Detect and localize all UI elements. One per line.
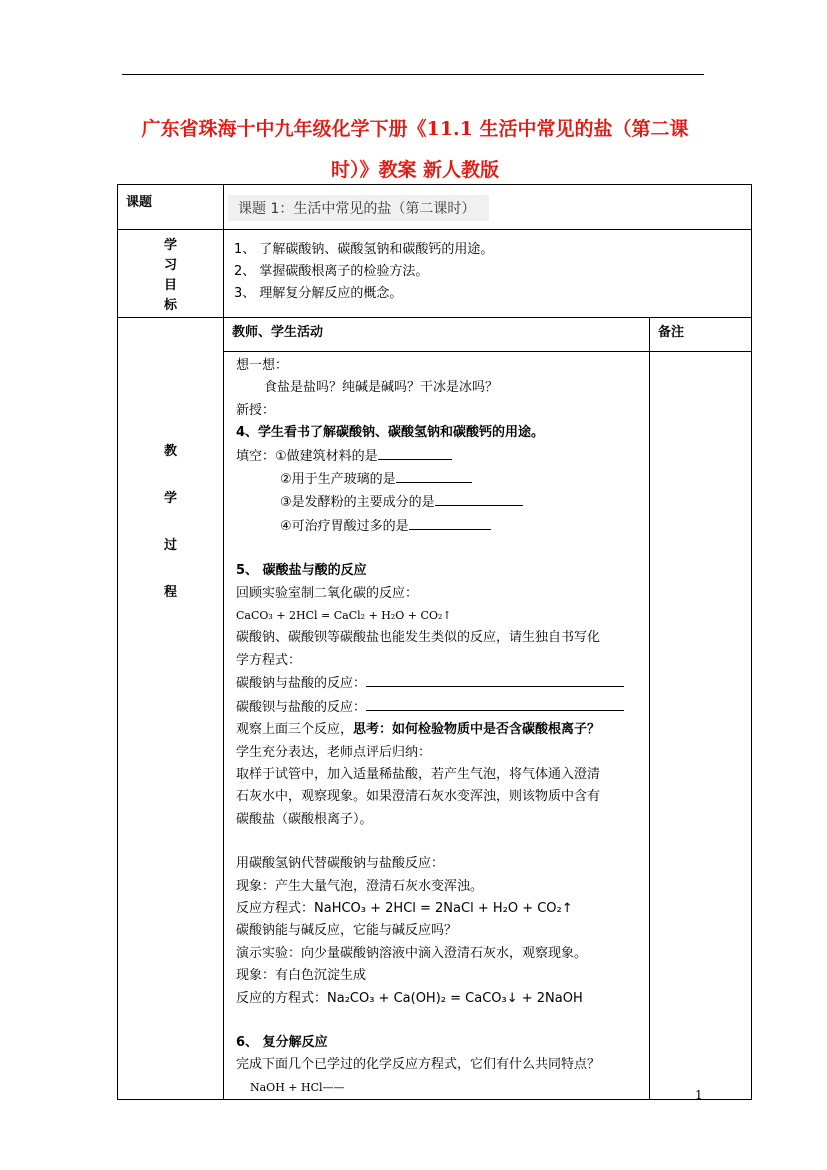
goals-label-char: 目 — [163, 278, 177, 293]
equation-na2co3: 反应的方程式：Na₂CO₃ + Ca(OH)₂ = CaCO₃↓ + 2NaOH — [236, 990, 583, 1006]
nahco3-text: 用碳酸氢钠代替碳酸钠与盐酸反应： — [236, 856, 445, 872]
goals-label-char: 学 — [163, 238, 177, 253]
course-value-cell — [224, 185, 752, 230]
activity-content-cell — [224, 352, 650, 1100]
na2co3-hcl-row: 碳酸钠与盐酸的反应： — [236, 672, 643, 695]
answer-blank — [366, 696, 624, 711]
header-rule — [122, 74, 704, 75]
fill-item-4: ④可治疗胃酸过多的是 — [236, 515, 643, 538]
course-label: 课题 — [126, 195, 153, 210]
process-label-char: 学 — [163, 491, 177, 506]
method-text-3: 碳酸盐（碳酸根离子）。 — [236, 811, 373, 827]
document-title-line1: 广东省珠海十中九年级化学下册《11.1 生活中常见的盐（第二课 — [141, 118, 689, 140]
base-question: 碳酸钠能与碱反应，它能与碱反应吗？ — [236, 923, 458, 939]
baco3-hcl-row: 碳酸钡与盐酸的反应： — [236, 696, 643, 719]
answer-blank — [396, 468, 472, 483]
notes-content-cell — [650, 352, 752, 1100]
phenomenon-1: 现象：产生大量气泡，澄清石灰水变浑浊。 — [236, 878, 484, 894]
equation-naoh-hcl: NaOH + HCl—— — [250, 1080, 345, 1094]
process-label-char: 教 — [163, 444, 177, 459]
method-text-1: 取样于试管中，加入适量稀盐酸，若产生气泡，将气体通入澄清 — [236, 766, 601, 782]
answer-blank — [409, 515, 491, 530]
course-value: 课题 1：生活中常见的盐（第二课时） — [228, 195, 489, 221]
answer-blank — [366, 672, 624, 687]
activity-header: 教师、学生活动 — [224, 318, 650, 352]
new-lesson-label: 新授： — [236, 402, 276, 418]
section5-title: 5、 碳酸盐与酸的反应 — [236, 563, 367, 579]
notes-header: 备注 — [650, 318, 752, 352]
similar-text-2: 学方程式： — [236, 652, 302, 668]
goal-item: 3、 理解复分解反应的概念。 — [234, 286, 403, 301]
section4-title: 4、学生看书了解碳酸钠、碳酸氢钠和碳酸钙的用途。 — [236, 425, 545, 441]
goals-label-cell — [118, 230, 224, 318]
process-label-char: 程 — [163, 585, 177, 600]
process-label-cell — [118, 318, 224, 1100]
goals-cell — [224, 230, 752, 318]
course-label-cell — [118, 185, 224, 230]
section6-question: 完成下面几个已学过的化学反应方程式，它们有什么共同特点？ — [236, 1057, 601, 1073]
goals-label-char: 标 — [163, 298, 177, 313]
fill-item-3: ③是发酵粉的主要成分的是 — [236, 491, 643, 514]
method-text-2: 石灰水中，观察现象。如果澄清石灰水变浑浊，则该物质中含有 — [236, 789, 601, 805]
lesson-plan-table — [117, 184, 752, 1100]
goal-item: 2、 掌握碳酸根离子的检验方法。 — [234, 264, 429, 279]
section6-title: 6、 复分解反应 — [236, 1034, 328, 1050]
equation-caco3: CaCO₃ + 2HCl = CaCl₂ + H₂O + CO₂↑ — [236, 609, 452, 623]
goals-label-char: 习 — [163, 258, 177, 273]
goal-item: 1、 了解碳酸钠、碳酸氢钠和碳酸钙的用途。 — [234, 242, 494, 257]
answer-blank — [378, 445, 452, 460]
think-question: 食盐是盐吗？纯碱是碱吗？干冰是冰吗？ — [264, 380, 499, 396]
think-label: 想一想： — [236, 358, 289, 373]
observe-row: 观察上面三个反应，思考：如何检验物质中是否含碳酸根离子？ — [236, 722, 601, 738]
phenomenon-2: 现象：有白色沉淀生成 — [236, 968, 367, 984]
page-number: 1 — [695, 1088, 703, 1102]
demo-text: 演示实验：向少量碳酸钠溶液中滴入澄清石灰水，观察现象。 — [236, 945, 588, 961]
document-title-line2: 时）》教案 新人教版 — [330, 159, 500, 181]
process-label-char: 过 — [163, 538, 177, 553]
similar-text-1: 碳酸钠、碳酸钡等碳酸盐也能发生类似的反应，请生独自书写化 — [236, 630, 601, 646]
fill-item-2: ②用于生产玻璃的是 — [236, 468, 643, 491]
review-text: 回顾实验室制二氧化碳的反应： — [236, 585, 419, 601]
summary-text: 学生充分表达，老师点评后归纳： — [236, 744, 432, 760]
fill-item-1: 填空：①做建筑材料的是 — [236, 445, 643, 468]
equation-nahco3: 反应方程式：NaHCO₃ + 2HCl = 2NaCl + H₂O + CO₂↑ — [236, 900, 573, 916]
answer-blank — [435, 491, 523, 506]
